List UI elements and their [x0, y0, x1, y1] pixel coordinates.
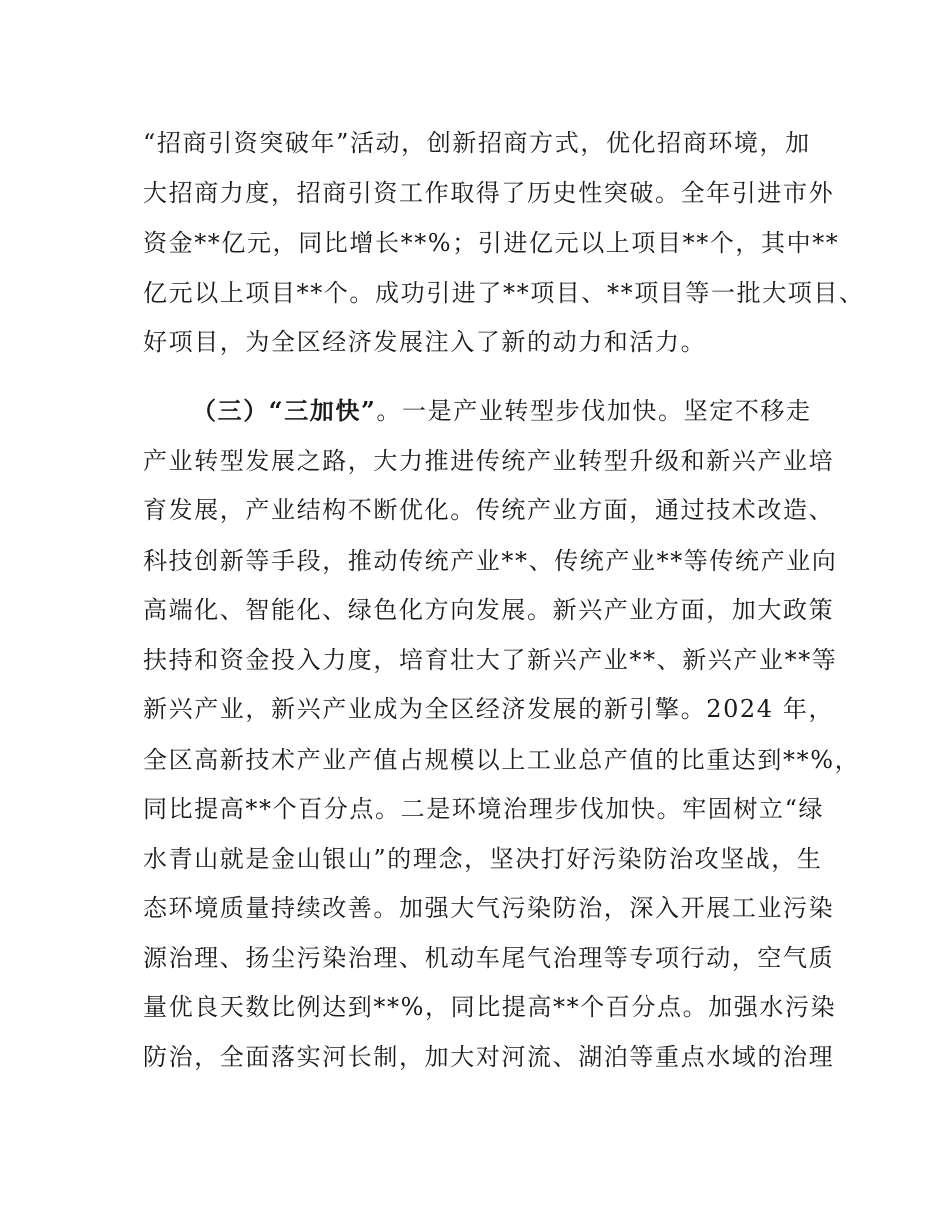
- paragraph-line: 新兴产业，新兴产业成为全区经济发展的新引擎。2024 年，: [143, 695, 835, 723]
- section-heading-line: [192, 395, 812, 427]
- paragraph-line: 大招商力度，招商引资工作取得了历史性突破。全年引进市外: [143, 179, 835, 207]
- paragraph-line: 科技创新等手段，推动传统产业**、传统产业**等传统产业向: [143, 547, 838, 575]
- paragraph-line: “招商引资突破年”活动，创新招商方式，优化招商环境，加: [143, 129, 811, 157]
- paragraph-line: 产业转型发展之路，大力推进传统产业转型升级和新兴产业培: [143, 447, 835, 475]
- section-heading: （三）“三加快”: [192, 396, 377, 425]
- paragraph-line: 源治理、扬尘污染治理、机动车尾气治理等专项行动，空气质: [143, 944, 835, 972]
- paragraph-line: 高端化、智能化、绿色化方向发展。新兴产业方面，加大政策: [143, 596, 835, 624]
- paragraph-line: 好项目，为全区经济发展注入了新的动力和活力。: [143, 328, 707, 356]
- paragraph-line: 水青山就是金山银山”的理念，坚决打好污染防治攻坚战，生: [143, 845, 823, 873]
- paragraph-line: 防治，全面落实河长制，加大对河流、湖泊等重点水域的治理: [143, 1043, 835, 1071]
- paragraph-line: 育发展，产业结构不断优化。传统产业方面，通过技术改造、: [143, 496, 835, 524]
- paragraph-line: 态环境质量持续改善。加强大气污染防治，深入开展工业污染: [143, 894, 835, 922]
- paragraph-line: 资金**亿元，同比增长**%；引进亿元以上项目**个，其中**: [143, 229, 840, 257]
- paragraph-line: 量优良天数比例达到**%，同比提高**个百分点。加强水污染: [143, 993, 837, 1021]
- paragraph-line: 扶持和资金投入力度，培育壮大了新兴产业**、新兴产业**等: [143, 646, 838, 674]
- paragraph-text: 。一是产业转型步伐加快。坚定不移走: [376, 397, 812, 425]
- paragraph-line: 同比提高**个百分点。二是环境治理步伐加快。牢固树立“绿: [143, 795, 825, 823]
- paragraph-line: 亿元以上项目**个。成功引进了**项目、**项目等一批大项目、: [143, 279, 865, 307]
- paragraph-line: 全区高新技术产业产值占规模以上工业总产值的比重达到**%，: [143, 746, 861, 774]
